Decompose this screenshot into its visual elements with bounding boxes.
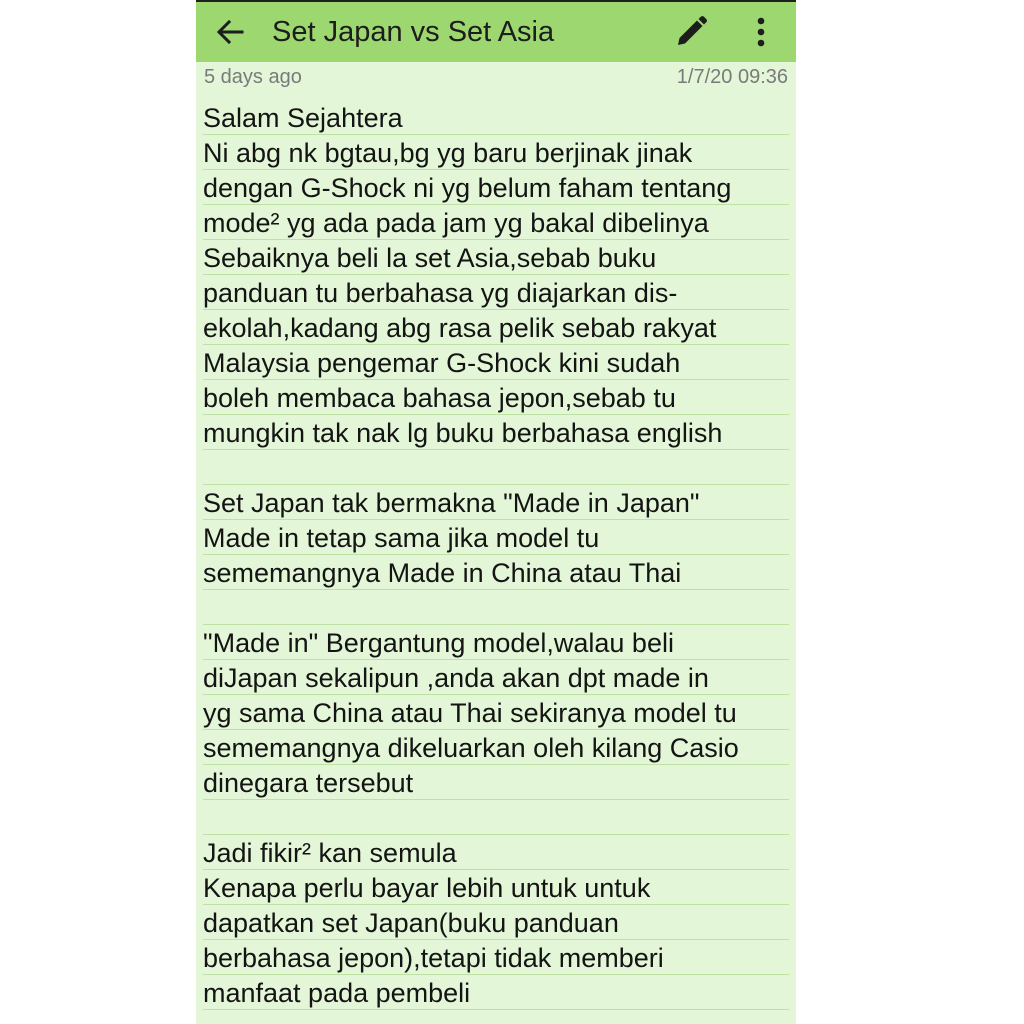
- note-line: Set Japan tak bermakna "Made in Japan": [203, 488, 700, 518]
- note-line: Salam Sejahtera: [203, 103, 403, 133]
- note-line: sememangnya Made in China atau Thai: [203, 558, 682, 588]
- note-line: diJapan sekalipun ,anda akan dpt made in: [203, 663, 709, 693]
- note-line: mode² yg ada pada jam yg bakal dibelinya: [203, 208, 709, 238]
- note-body[interactable]: [203, 100, 789, 1010]
- note-line: Made in tetap sama jika model tu: [203, 523, 600, 553]
- note-line: sememangnya dikeluarkan oleh kilang Casio: [203, 733, 739, 763]
- note-line: yg sama China atau Thai sekiranya model tu: [203, 698, 737, 728]
- note-line: dengan G-Shock ni yg belum faham tentang: [203, 173, 732, 203]
- note-line: dapatkan set Japan(buku panduan: [203, 908, 619, 938]
- note-line: mungkin tak nak lg buku berbahasa english: [203, 418, 723, 448]
- note-line: [203, 590, 789, 625]
- note-screen: [196, 0, 796, 1024]
- modified-time: 5 days ago: [204, 66, 302, 88]
- note-title: Set Japan vs Set Asia: [272, 16, 555, 48]
- note-line: Ni abg nk bgtau,bg yg baru berjinak jinak: [203, 138, 693, 168]
- note-line: Sebaiknya beli la set Asia,sebab buku: [203, 243, 657, 273]
- note-line: [203, 800, 789, 835]
- more-vertical-icon: [747, 15, 775, 49]
- note-line: [203, 450, 789, 485]
- arrow-left-icon: [214, 16, 246, 48]
- note-line: Jadi fikir² kan semula: [203, 838, 457, 868]
- back-button[interactable]: [214, 16, 246, 48]
- note-line: boleh membaca bahasa jepon,sebab tu: [203, 383, 676, 413]
- edit-button[interactable]: [674, 15, 708, 49]
- note-line: manfaat pada pembeli: [203, 978, 471, 1008]
- note-line: dinegara tersebut: [203, 768, 414, 798]
- pencil-icon: [674, 15, 708, 49]
- note-line: Malaysia pengemar G-Shock kini sudah: [203, 348, 681, 378]
- app-bar: [196, 2, 796, 62]
- note-line: berbahasa jepon),tetapi tidak memberi: [203, 943, 664, 973]
- more-options-button[interactable]: [747, 15, 775, 49]
- note-line: Kenapa perlu bayar lebih untuk untuk: [203, 873, 651, 903]
- note-line: ekolah,kadang abg rasa pelik sebab rakyat: [203, 313, 717, 343]
- note-line: "Made in" Bergantung model,walau beli: [203, 628, 674, 658]
- note-line: panduan tu berbahasa yg diajarkan dis-: [203, 278, 678, 308]
- created-datetime: 1/7/20 09:36: [676, 66, 788, 88]
